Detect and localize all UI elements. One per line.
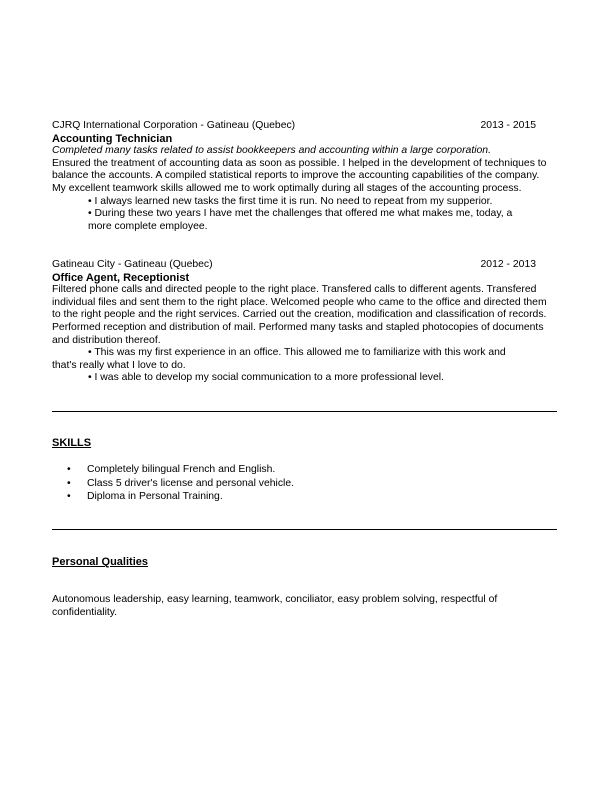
job-bullet: • I always learned new tasks the first time it is run. No need to repeat from my supperior.: [88, 195, 493, 207]
personal-qualities-text: Autonomous leadership, easy learning, teamwork, conciliator, easy problem solving, respectful of confidentiality.: [52, 594, 498, 618]
skills-heading: SKILLS: [52, 437, 92, 449]
job-bullet-continuation: that's really what I love to do.: [52, 359, 186, 371]
job-employer: Gatineau City - Gatineau (Quebec): [52, 259, 213, 270]
job-header: [52, 120, 552, 133]
section-divider: [52, 529, 557, 530]
job-title: Office Agent, Receptionist: [52, 271, 190, 284]
job-employer: CJRQ International Corporation - Gatineau (Quebec): [52, 120, 296, 131]
job-description: Ensured the treatment of accounting data as soon as possible. I helped in the development of techniques to balance the accounts. A compiled statistical reports to improve the accounting capabilities of the company. My excellent teamwork skills allowed me to work optimally during all stages of the accounting process.: [52, 157, 547, 194]
skill-item: • Class 5 driver's license and personal vehicle.: [60, 477, 294, 491]
job-bullet: • During these two years I have met the challenges that offered me what makes me, today, a: [88, 208, 513, 220]
personal-qualities-heading: Personal Qualities: [52, 556, 148, 568]
job-description: Filtered phone calls and directed people to the right place. Transfered calls to different agents. Transfered individual files and sent them to the right place. Welcomed people who came to the office and directed them to the right people and the right services. Carried out the creation, modification and classification of records. Performed reception and distribution of mail. Performed many tasks and stapled photocopies of documents and distribution thereof.: [52, 284, 547, 346]
job-entry: [52, 259, 552, 385]
skill-item: • Diploma in Personal Training.: [60, 490, 294, 504]
section-divider: [52, 411, 557, 412]
job-bullet-continuation: more complete employee.: [88, 220, 208, 232]
job-dates: 2013 - 2015: [480, 120, 536, 131]
job-title: Accounting Technician: [52, 132, 173, 145]
job-bullet: • This was my first experience in an office. This allowed me to familiarize with this work and: [88, 347, 506, 359]
skill-item: • Completely bilingual French and English.: [60, 463, 294, 477]
job-entry: [52, 120, 552, 233]
skills-list: [60, 463, 294, 504]
job-summary: Completed many tasks related to assist bookkeepers and accounting within a large corporation.: [52, 145, 491, 157]
job-dates: 2012 - 2013: [480, 259, 536, 270]
job-bullet: • I was able to develop my social communication to a more professional level.: [88, 372, 444, 384]
job-header: [52, 259, 552, 272]
